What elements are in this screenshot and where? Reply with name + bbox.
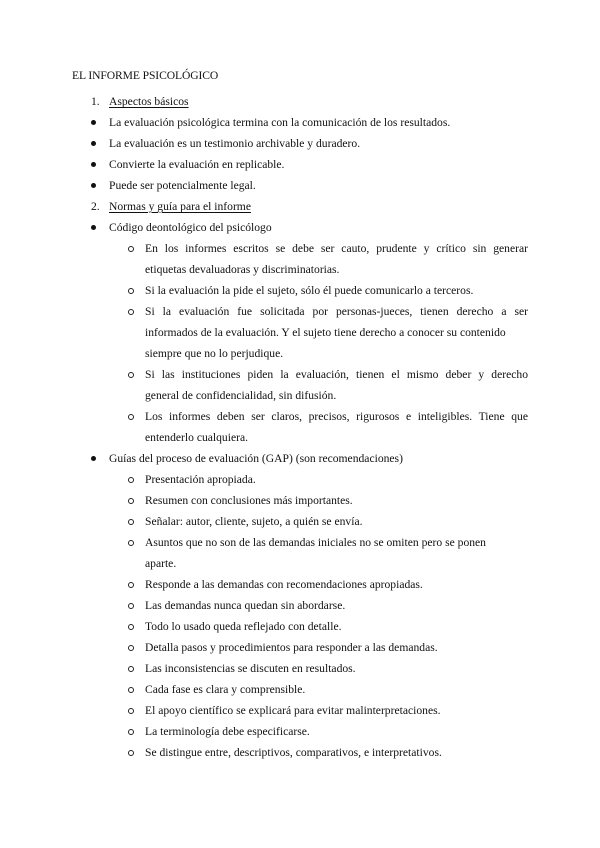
- bullet-icon: [91, 225, 96, 230]
- sub-list-item-text: Todo lo usado queda reflejado con detalle.: [145, 620, 342, 633]
- bullet-icon: [91, 141, 96, 146]
- list-item-text: Código deontológico del psicólogo: [109, 221, 272, 234]
- sub-list-item-text: Si la evaluación fue solicitada por personas-jueces, tienen derecho a ser: [145, 305, 528, 318]
- circle-bullet-icon: [128, 645, 134, 651]
- sub-list-item-text: Si las instituciones piden la evaluación, tienen el mismo deber y derecho: [145, 368, 528, 381]
- section-1-title: Aspectos básicos: [109, 95, 189, 108]
- sub-list-item-text: Si la evaluación la pide el sujeto, sólo él puede comunicarlo a terceros.: [145, 284, 474, 297]
- circle-bullet-icon: [128, 414, 134, 420]
- sub-list-item-continuation: [0, 427, 600, 448]
- sub-list-item-text: Responde a las demandas con recomendaciones apropiadas.: [145, 578, 423, 591]
- sub-list-item-text: Asuntos que no son de las demandas iniciales no se omiten pero se ponen: [145, 536, 486, 549]
- list-item: [0, 112, 600, 133]
- sub-list-item-continuation: [0, 322, 600, 343]
- circle-bullet-icon: [128, 519, 134, 525]
- sub-list-item-text: Las inconsistencias se discuten en resultados.: [145, 662, 356, 675]
- bullet-icon: [91, 456, 96, 461]
- list-item: [0, 448, 600, 469]
- sub-list-item-text: informados de la evaluación. Y el sujeto tiene derecho a conocer su contenido: [145, 326, 506, 339]
- list-item: [0, 133, 600, 154]
- sub-list-item-continuation: [0, 343, 600, 364]
- sub-list-item: [0, 700, 600, 721]
- section-2-title: Normas y guía para el informe: [109, 200, 251, 213]
- sub-list-item: [0, 511, 600, 532]
- circle-bullet-icon: [128, 750, 134, 756]
- sub-list-item-text: entenderlo cualquiera.: [145, 431, 249, 444]
- sub-list-item: [0, 637, 600, 658]
- circle-bullet-icon: [128, 288, 134, 294]
- list-item-text: Convierte la evaluación en replicable.: [109, 158, 285, 171]
- circle-bullet-icon: [128, 687, 134, 693]
- circle-bullet-icon: [128, 603, 134, 609]
- sub-list-item-text: La terminología debe especificarse.: [145, 725, 310, 738]
- section-2-heading: [0, 196, 600, 217]
- list-item: [0, 154, 600, 175]
- circle-bullet-icon: [128, 477, 134, 483]
- circle-bullet-icon: [128, 582, 134, 588]
- sub-list-item: [0, 616, 600, 637]
- sub-list-item-text: siempre que no lo perjudique.: [145, 347, 284, 360]
- sub-list-item-text: Resumen con conclusiones más importantes.: [145, 494, 353, 507]
- list-item-text: Guías del proceso de evaluación (GAP) (son recomendaciones): [109, 452, 403, 465]
- list-item: [0, 175, 600, 196]
- bullet-icon: [91, 120, 96, 125]
- list-item-text: La evaluación psicológica termina con la comunicación de los resultados.: [109, 116, 451, 129]
- sub-list-item-continuation: [0, 259, 600, 280]
- sub-list-item: [0, 658, 600, 679]
- sub-list-item: [0, 679, 600, 700]
- sub-list-item: [0, 301, 600, 322]
- sub-list-item-text: Cada fase es clara y comprensible.: [145, 683, 306, 696]
- sub-list-item-text: etiquetas devaluadoras y discriminatorias.: [145, 263, 340, 276]
- sub-list-item: [0, 490, 600, 511]
- sub-list-item-text: general de confidencialidad, sin difusión.: [145, 389, 337, 402]
- sub-list-item-text: Presentación apropiada.: [145, 473, 256, 486]
- circle-bullet-icon: [128, 246, 134, 252]
- sub-list-item-continuation: [0, 553, 600, 574]
- sub-list-item: [0, 532, 600, 553]
- circle-bullet-icon: [128, 372, 134, 378]
- list-item-text: Puede ser potencialmente legal.: [109, 179, 256, 192]
- circle-bullet-icon: [128, 729, 134, 735]
- sub-list-item-text: aparte.: [145, 557, 177, 570]
- circle-bullet-icon: [128, 666, 134, 672]
- sub-list-item: [0, 469, 600, 490]
- circle-bullet-icon: [128, 309, 134, 315]
- section-1-heading: [0, 91, 600, 112]
- sub-list-item: [0, 238, 600, 259]
- list-item: [0, 217, 600, 238]
- sub-list-item-text: Las demandas nunca quedan sin abordarse.: [145, 599, 346, 612]
- circle-bullet-icon: [128, 624, 134, 630]
- sub-list-item-text: El apoyo científico se explicará para evitar malinterpretaciones.: [145, 704, 441, 717]
- sub-list-item-continuation: [0, 385, 600, 406]
- sub-list-item: [0, 595, 600, 616]
- sub-list-item-text: Detalla pasos y procedimientos para responder a las demandas.: [145, 641, 438, 654]
- bullet-icon: [91, 162, 96, 167]
- sub-list-item: [0, 742, 600, 763]
- sub-list-item: [0, 721, 600, 742]
- section-2-number: 2.: [91, 200, 100, 213]
- circle-bullet-icon: [128, 540, 134, 546]
- bullet-icon: [91, 183, 96, 188]
- circle-bullet-icon: [128, 498, 134, 504]
- page-title: EL INFORME PSICOLÓGICO: [72, 69, 219, 82]
- sub-list-item: [0, 280, 600, 301]
- sub-list-item-text: En los informes escritos se debe ser cauto, prudente y crítico sin generar: [145, 242, 528, 255]
- section-1-number: 1.: [91, 95, 100, 108]
- sub-list-item-text: Se distingue entre, descriptivos, comparativos, e interpretativos.: [145, 746, 442, 759]
- sub-list-item-text: Señalar: autor, cliente, sujeto, a quién se envía.: [145, 515, 363, 528]
- sub-list-item: [0, 364, 600, 385]
- sub-list-item-text: Los informes deben ser claros, precisos, rigurosos e inteligibles. Tiene que: [145, 410, 528, 423]
- sub-list-item: [0, 406, 600, 427]
- circle-bullet-icon: [128, 708, 134, 714]
- sub-list-item: [0, 574, 600, 595]
- list-item-text: La evaluación es un testimonio archivable y duradero.: [109, 137, 361, 150]
